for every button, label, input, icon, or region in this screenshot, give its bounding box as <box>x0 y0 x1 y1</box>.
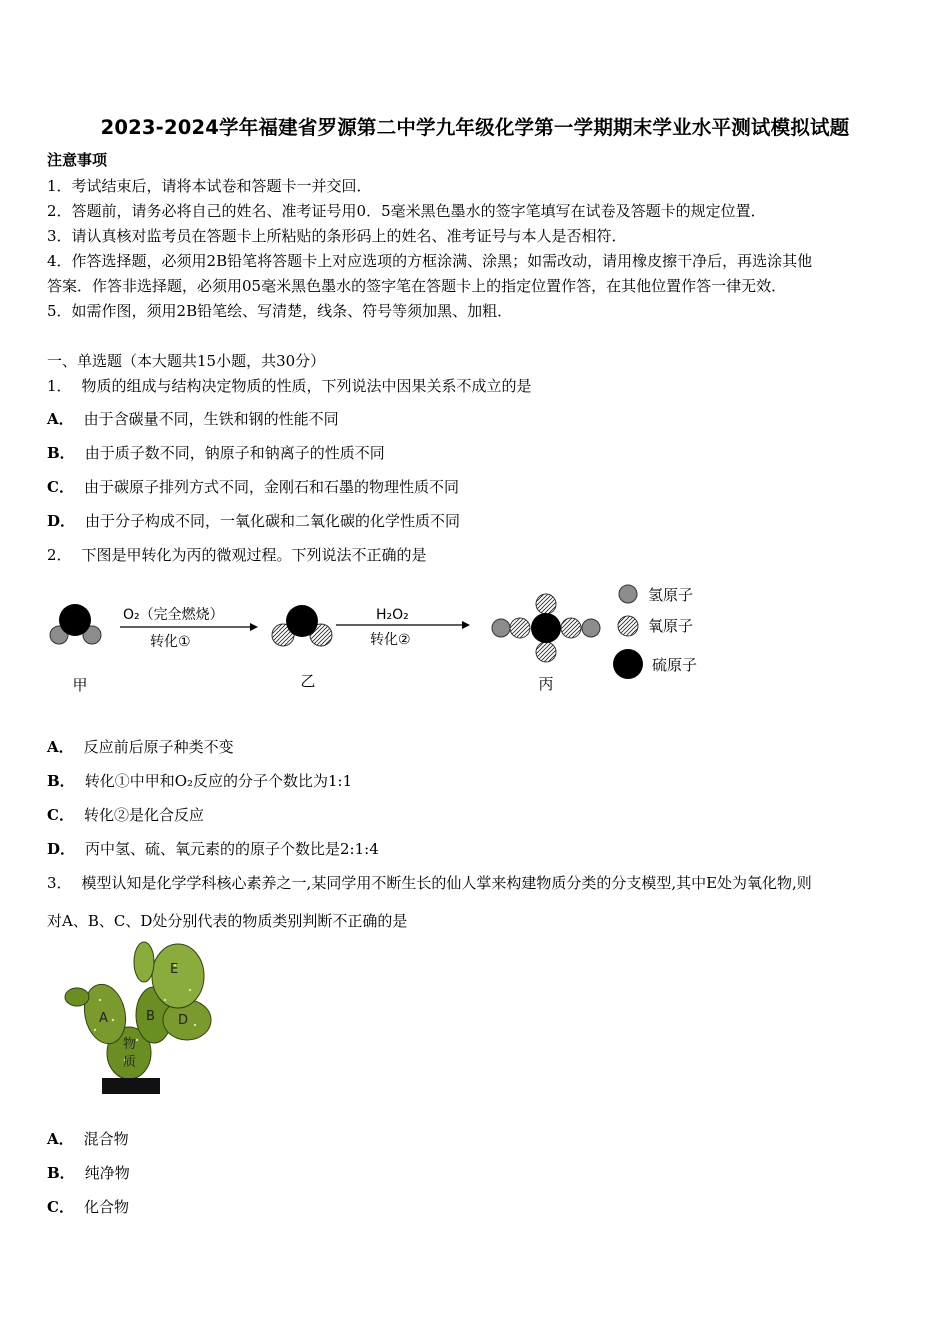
option-letter: A． <box>47 1130 74 1148</box>
label-a: A <box>99 1011 108 1026</box>
question-text: 下图是甲转化为丙的微观过程。下列说法不正确的是 <box>81 546 427 564</box>
q3-option-a[interactable] <box>47 1130 129 1148</box>
option-text: 由于分子构成不同，一氧化碳和二氧化碳的化学性质不同 <box>85 512 461 530</box>
question-1-stem <box>47 377 532 395</box>
molecule-bing <box>492 594 600 662</box>
question-number: 3． <box>47 874 72 892</box>
question-text: 物质的组成与结构决定物质的性质，下列说法中因果关系不成立的是 <box>81 377 532 395</box>
molecule-yi <box>272 605 332 646</box>
q1-option-a[interactable] <box>47 410 339 428</box>
option-text: 丙中氢、硫、氧元素的的原子个数比是2:1:4 <box>85 840 379 858</box>
option-letter: C． <box>47 806 74 824</box>
option-text: 反应前后原子种类不变 <box>83 738 234 756</box>
option-letter: D． <box>47 512 76 530</box>
q1-option-b[interactable] <box>47 444 385 462</box>
legend-hydrogen-icon <box>619 585 637 603</box>
question-number: 1． <box>47 377 72 395</box>
q2-option-c[interactable] <box>47 806 204 824</box>
option-text: 由于含碳量不同，生铁和钢的性能不同 <box>83 410 339 428</box>
arrow2-label: 转化② <box>370 632 411 648</box>
notice-item: 3．请认真核对监考员在答题卡上所粘贴的条形码上的姓名、准考证号与本人是否相符． <box>47 227 627 245</box>
q1-option-c[interactable] <box>47 478 459 496</box>
notice-item: 1．考试结束后，请将本试卷和答题卡一并交回． <box>47 177 372 195</box>
question-number: 2． <box>47 546 72 564</box>
option-text: 转化①中甲和O₂反应的分子个数比为1:1 <box>84 772 353 790</box>
option-letter: D． <box>47 840 76 858</box>
label-e: E <box>170 962 179 977</box>
option-text: 化合物 <box>83 1198 129 1216</box>
legend-oxygen: 氧原子 <box>648 617 694 635</box>
q2-option-b[interactable] <box>47 772 352 790</box>
option-text: 转化②是化合反应 <box>83 806 204 824</box>
arrow1-head <box>250 623 258 631</box>
notice-item: 答案．作答非选择题，必须用05毫米黑色墨水的签字笔在答题卡上的指定位置作答，在其他位置作答一律无效． <box>47 277 787 295</box>
molecule-diagram <box>40 578 720 703</box>
option-text: 由于质子数不同，钠原子和钠离子的性质不同 <box>84 444 385 462</box>
arrow1-condition: O₂（完全燃烧） <box>123 607 224 623</box>
option-letter: A． <box>47 410 74 428</box>
arrow1-label: 转化① <box>150 634 191 650</box>
option-letter: A． <box>47 738 74 756</box>
notice-item: 4．作答选择题，必须用2B铅笔将答题卡上对应选项的方框涂满、涂黑；如需改动，请用橡皮擦干净后，再选涂其他 <box>47 252 813 270</box>
page-title: 2023-2024学年福建省罗源第二中学九年级化学第一学期期末学业水平测试模拟试题 <box>100 116 850 139</box>
notice-item: 5．如需作图，须用2B铅笔绘、写清楚，线条、符号等须加黑、加粗． <box>47 302 513 320</box>
question-3-stem-line2: 对A、B、C、D处分别代表的物质类别判断不正确的是 <box>47 912 408 930</box>
arrow2-head <box>462 621 470 629</box>
label-jia: 甲 <box>72 676 88 694</box>
label-d: D <box>178 1013 189 1028</box>
legend-sulfur: 硫原子 <box>652 656 698 674</box>
notice-heading: 注意事项 <box>47 151 108 169</box>
cactus-diagram <box>55 940 220 1098</box>
q3-option-c[interactable] <box>47 1198 129 1216</box>
label-base-1: 物 <box>123 1037 137 1052</box>
legend-sulfur-icon <box>613 649 643 679</box>
label-yi: 乙 <box>300 672 316 690</box>
legend-hydrogen: 氢原子 <box>648 586 694 604</box>
label-b: B <box>146 1009 155 1024</box>
q2-option-a[interactable] <box>47 738 234 756</box>
label-bing: 丙 <box>538 675 554 693</box>
question-text: 模型认知是化学学科核心素养之一,某同学用不断生长的仙人掌来构建物质分类的分支模型,其中E处为氧化物,则 <box>81 874 812 892</box>
q1-option-d[interactable] <box>47 512 460 530</box>
arrow2-condition: H₂O₂ <box>376 607 409 623</box>
question-2-stem <box>47 546 427 564</box>
option-letter: C． <box>47 1198 74 1216</box>
q3-option-b[interactable] <box>47 1164 130 1182</box>
option-letter: B． <box>47 444 75 462</box>
question-3-stem <box>47 874 812 892</box>
option-letter: C． <box>47 478 74 496</box>
notice-item: 2．答题前，请务必将自己的姓名、准考证号用0．5毫米黑色墨水的签字笔填写在试卷及答题卡的规定位置． <box>47 202 766 220</box>
cactus-pot <box>102 1078 160 1094</box>
section-heading: 一、单选题（本大题共15小题，共30分） <box>47 352 326 370</box>
option-letter: B． <box>47 772 75 790</box>
option-text: 混合物 <box>83 1130 129 1148</box>
option-text: 纯净物 <box>84 1164 130 1182</box>
option-letter: B． <box>47 1164 75 1182</box>
molecule-jia <box>50 604 101 644</box>
q2-option-d[interactable] <box>47 840 379 858</box>
label-base-2: 质 <box>123 1055 137 1070</box>
option-text: 由于碳原子排列方式不同，金刚石和石墨的物理性质不同 <box>83 478 459 496</box>
legend-oxygen-icon <box>618 616 638 636</box>
